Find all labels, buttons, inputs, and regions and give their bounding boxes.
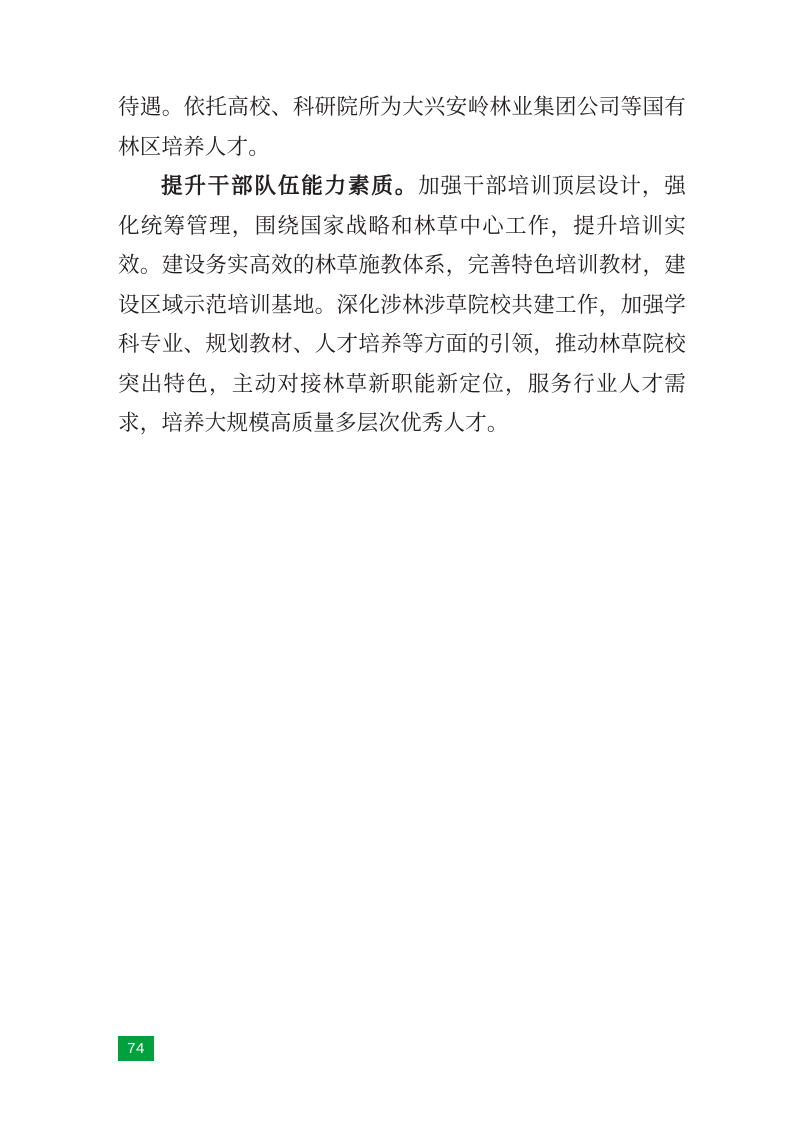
paragraph-continuation: [118, 88, 686, 167]
page-body: [118, 88, 686, 444]
paragraph-text: 待遇。依托高校、科研院所为大兴安岭林业集团公司等国有林区培养人才。: [118, 95, 686, 159]
page-number-container: [118, 1036, 158, 1062]
paragraph-cadre-capacity: [118, 167, 686, 444]
page-number-badge: 74: [118, 1036, 154, 1061]
paragraph-text: 加强干部培训顶层设计，强化统筹管理，围绕国家战略和林草中心工作，提升培训实效。建设务实高效的林草施教体系，完善特色培训教材，建设区域示范培训基地。深化涉林涉草院校共建工作，加强学科专业、规划教材、人才培养等方面的引领，推动林草院校突出特色，主动对接林草新职能新定位，服务行业人才需求，培养大规模高质量多层次优秀人才。: [118, 174, 687, 435]
paragraph-lead-in: 提升干部队伍能力素质。: [161, 174, 419, 198]
